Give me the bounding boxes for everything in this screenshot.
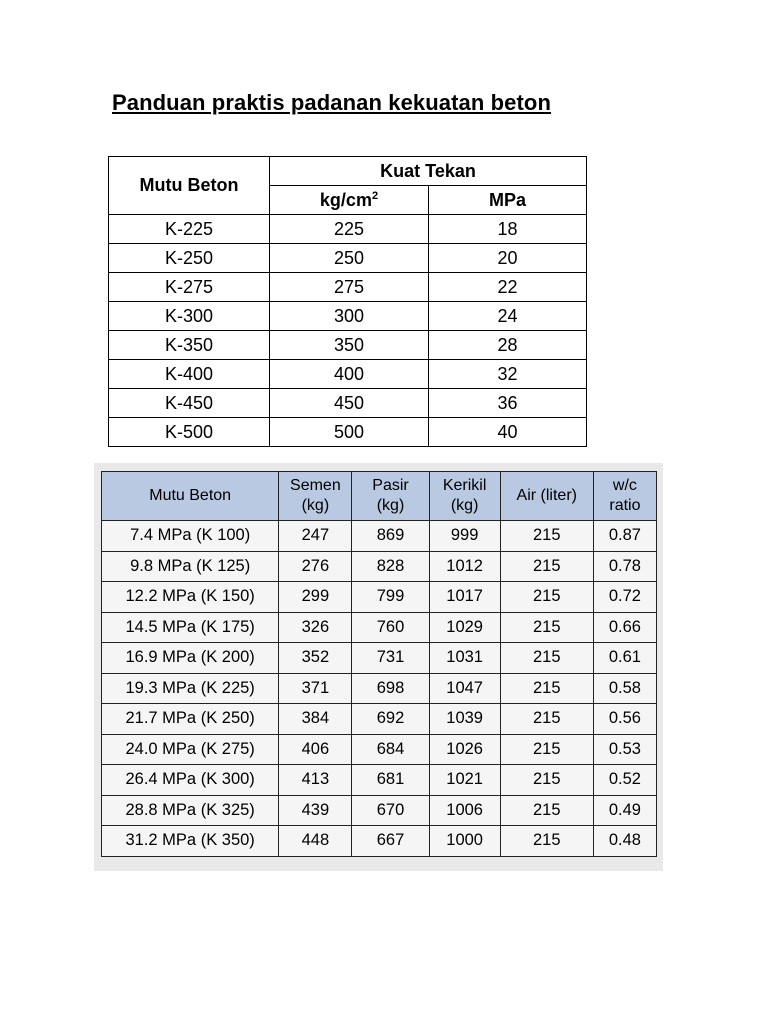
- table-row: [102, 551, 657, 582]
- cell-mutu: 14.5 MPa (K 175): [102, 612, 279, 643]
- table-row: [102, 704, 657, 735]
- header-kerikil-unit: (kg): [450, 497, 479, 514]
- mix-design-table: [101, 471, 657, 857]
- cell-mpa: 36: [429, 389, 587, 418]
- cell-mutu: K-450: [109, 389, 270, 418]
- cell-kg: 250: [270, 244, 429, 273]
- header-wc-label: w/c: [612, 477, 637, 494]
- header-wc-unit: ratio: [609, 497, 641, 514]
- table-row: [102, 673, 657, 704]
- cell-mutu: 7.4 MPa (K 100): [102, 521, 279, 552]
- cell-mutu: K-350: [109, 331, 270, 360]
- cell-pasir: 698: [352, 673, 429, 704]
- cell-mpa: 22: [429, 273, 587, 302]
- cell-pasir: 670: [352, 795, 429, 826]
- cell-kerikil: 1031: [429, 643, 500, 674]
- cell-mutu: K-275: [109, 273, 270, 302]
- cell-mutu: K-400: [109, 360, 270, 389]
- unit-kg-label: kg/cm: [319, 189, 372, 210]
- cell-pasir: 828: [352, 551, 429, 582]
- cell-mpa: 40: [429, 418, 587, 447]
- header-semen: [279, 472, 352, 521]
- cell-mpa: 18: [429, 215, 587, 244]
- cell-kerikil: 1006: [429, 795, 500, 826]
- cell-semen: 406: [279, 734, 352, 765]
- cell-wc: 0.52: [593, 765, 656, 796]
- cell-kerikil: 1021: [429, 765, 500, 796]
- cell-air: 215: [500, 795, 593, 826]
- cell-pasir: 731: [352, 643, 429, 674]
- header-semen-label: Semen: [290, 477, 341, 494]
- cell-semen: 276: [279, 551, 352, 582]
- header-mutu-beton: Mutu Beton: [109, 157, 270, 215]
- table-row: [102, 795, 657, 826]
- table-row: [102, 612, 657, 643]
- table-row: [109, 302, 587, 331]
- cell-kerikil: 1029: [429, 612, 500, 643]
- cell-mutu: 16.9 MPa (K 200): [102, 643, 279, 674]
- unit-kg-superscript: 2: [371, 189, 379, 202]
- cell-mutu: K-500: [109, 418, 270, 447]
- cell-wc: 0.66: [593, 612, 656, 643]
- header-kerikil: [429, 472, 500, 521]
- cell-wc: 0.58: [593, 673, 656, 704]
- cell-semen: 299: [279, 582, 352, 613]
- cell-kg: 350: [270, 331, 429, 360]
- cell-mutu: 31.2 MPa (K 350): [102, 826, 279, 857]
- cell-mutu: 28.8 MPa (K 325): [102, 795, 279, 826]
- cell-air: 215: [500, 582, 593, 613]
- cell-mutu: 12.2 MPa (K 150): [102, 582, 279, 613]
- header-kuat-tekan: Kuat Tekan: [270, 157, 587, 186]
- table-row: [109, 273, 587, 302]
- table-row: [102, 643, 657, 674]
- cell-pasir: 667: [352, 826, 429, 857]
- table-row: [102, 734, 657, 765]
- table-row: [102, 765, 657, 796]
- cell-mpa: 20: [429, 244, 587, 273]
- cell-kg: 300: [270, 302, 429, 331]
- header-wc-ratio: [593, 472, 656, 521]
- cell-mutu: 24.0 MPa (K 275): [102, 734, 279, 765]
- cell-air: 215: [500, 704, 593, 735]
- header-mutu-beton: Mutu Beton: [102, 472, 279, 521]
- cell-semen: 439: [279, 795, 352, 826]
- cell-pasir: 684: [352, 734, 429, 765]
- cell-mutu: 19.3 MPa (K 225): [102, 673, 279, 704]
- page-title: Panduan praktis padanan kekuatan beton: [112, 90, 552, 115]
- cell-mutu: K-300: [109, 302, 270, 331]
- cell-air: 215: [500, 643, 593, 674]
- strength-equivalence-table: [108, 156, 587, 447]
- cell-pasir: 681: [352, 765, 429, 796]
- cell-mutu: 26.4 MPa (K 300): [102, 765, 279, 796]
- cell-mutu: K-225: [109, 215, 270, 244]
- cell-semen: 413: [279, 765, 352, 796]
- cell-kg: 400: [270, 360, 429, 389]
- cell-pasir: 869: [352, 521, 429, 552]
- cell-kerikil: 1012: [429, 551, 500, 582]
- table-row: [102, 826, 657, 857]
- cell-semen: 326: [279, 612, 352, 643]
- header-semen-unit: (kg): [301, 497, 330, 514]
- cell-semen: 247: [279, 521, 352, 552]
- cell-wc: 0.78: [593, 551, 656, 582]
- cell-air: 215: [500, 765, 593, 796]
- cell-kg: 275: [270, 273, 429, 302]
- cell-kg: 225: [270, 215, 429, 244]
- cell-air: 215: [500, 551, 593, 582]
- cell-kg: 500: [270, 418, 429, 447]
- table-row: [102, 582, 657, 613]
- cell-semen: 384: [279, 704, 352, 735]
- mix-table-body: [102, 521, 657, 857]
- table-row: [109, 244, 587, 273]
- header-kerikil-label: Kerikil: [442, 477, 487, 494]
- cell-semen: 352: [279, 643, 352, 674]
- table-row: [109, 418, 587, 447]
- cell-kerikil: 1017: [429, 582, 500, 613]
- strength-table-body: [109, 215, 587, 447]
- cell-wc: 0.49: [593, 795, 656, 826]
- cell-wc: 0.53: [593, 734, 656, 765]
- header-pasir: [352, 472, 429, 521]
- cell-kerikil: 999: [429, 521, 500, 552]
- cell-wc: 0.56: [593, 704, 656, 735]
- table-row: [109, 360, 587, 389]
- cell-air: 215: [500, 826, 593, 857]
- table-row: [102, 521, 657, 552]
- header-air: Air (liter): [500, 472, 593, 521]
- cell-kerikil: 1000: [429, 826, 500, 857]
- cell-semen: 448: [279, 826, 352, 857]
- cell-mutu: 21.7 MPa (K 250): [102, 704, 279, 735]
- header-pasir-unit: (kg): [376, 497, 405, 514]
- cell-mpa: 32: [429, 360, 587, 389]
- cell-semen: 371: [279, 673, 352, 704]
- cell-pasir: 799: [352, 582, 429, 613]
- cell-air: 215: [500, 521, 593, 552]
- cell-mpa: 24: [429, 302, 587, 331]
- header-pasir-label: Pasir: [372, 477, 409, 494]
- cell-pasir: 692: [352, 704, 429, 735]
- cell-wc: 0.48: [593, 826, 656, 857]
- cell-kerikil: 1047: [429, 673, 500, 704]
- cell-mpa: 28: [429, 331, 587, 360]
- cell-air: 215: [500, 734, 593, 765]
- cell-air: 215: [500, 673, 593, 704]
- header-unit-kg: [270, 186, 429, 215]
- table-row: [109, 215, 587, 244]
- cell-wc: 0.61: [593, 643, 656, 674]
- cell-wc: 0.72: [593, 582, 656, 613]
- cell-kg: 450: [270, 389, 429, 418]
- cell-air: 215: [500, 612, 593, 643]
- header-unit-mpa: MPa: [429, 186, 587, 215]
- table-row: [109, 389, 587, 418]
- cell-kerikil: 1039: [429, 704, 500, 735]
- cell-kerikil: 1026: [429, 734, 500, 765]
- cell-pasir: 760: [352, 612, 429, 643]
- cell-mutu: K-250: [109, 244, 270, 273]
- cell-mutu: 9.8 MPa (K 125): [102, 551, 279, 582]
- table-row: [109, 331, 587, 360]
- cell-wc: 0.87: [593, 521, 656, 552]
